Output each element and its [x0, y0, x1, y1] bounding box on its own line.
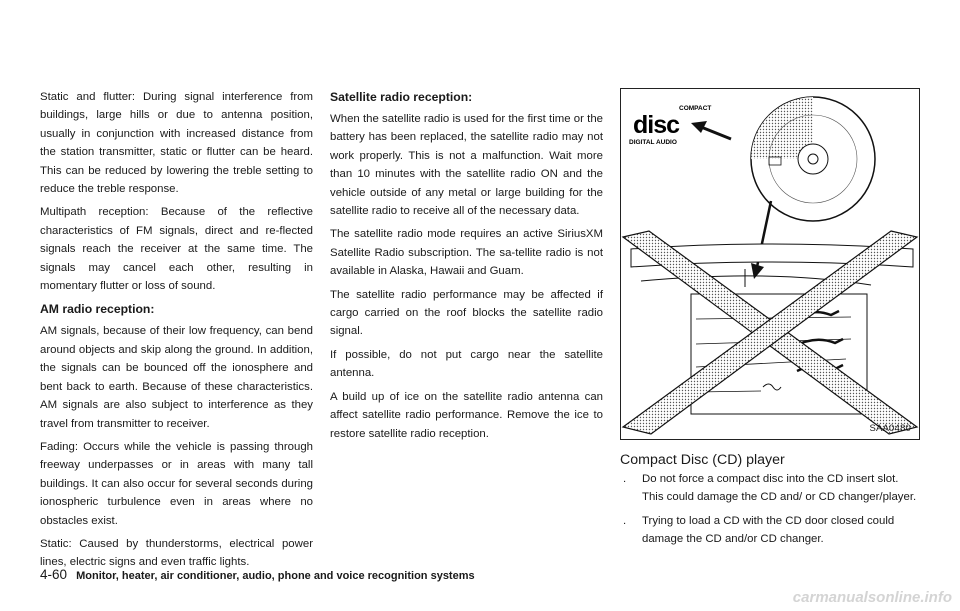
satellite-reception-heading: Satellite radio reception:: [330, 90, 473, 104]
list-item: . Do not force a compact disc into the CD insert slot. This could damage the CD and/ or CD changer/player.: [620, 470, 920, 507]
left-column: [40, 88, 313, 577]
satellite-ice-paragraph: A build up of ice on the satellite radio antenna can affect satellite radio performance. Remove the ice to restore satellite radio reception.: [330, 390, 603, 440]
list-item: . Trying to load a CD with the CD door closed could damage the CD and/or CD changer.: [620, 512, 920, 549]
bullet-glyph: .: [623, 514, 627, 527]
satellite-antenna-paragraph: If possible, do not put cargo near the satellite antenna.: [330, 348, 603, 380]
satellite-cargo-paragraph: The satellite radio performance may be affected if cargo carried on the roof blocks the satellite radio signal.: [330, 288, 603, 338]
satellite-subscription-paragraph: The satellite radio mode requires an active SiriusXM Satellite Radio subscription. The sa-tellite radio is not available in Alaska, Hawaii and Guam.: [330, 228, 603, 278]
cd-player-bullet-list: [620, 470, 920, 554]
section-title: Compact Disc (CD) player: [620, 452, 785, 468]
static-paragraph: Static: Caused by thunderstorms, electrical power lines, electric signs and even traffic lights.: [40, 537, 313, 569]
arrow-to-disc-icon: [691, 121, 731, 139]
svg-text:disc: disc: [633, 111, 680, 139]
page-footer: [40, 567, 475, 582]
multipath-paragraph: Multipath reception: Because of the reflective characteristics of FM signals, direct and re-flected signals reach the receiver at the same time. The signals may cancel each other, resulting in momentary flutter or loss of sound.: [40, 206, 313, 293]
bullet-glyph: .: [623, 473, 627, 485]
am-reception-heading: AM radio reception:: [40, 302, 155, 317]
footer-title: Monitor, heater, air conditioner, audio, phone and voice recognition systems: [76, 570, 475, 582]
cd-illustration: [620, 88, 920, 440]
svg-text:COMPACT: COMPACT: [679, 105, 712, 112]
watermark: carmanualsonline.info: [792, 589, 952, 606]
fading-paragraph: Fading: Occurs while the vehicle is passing through freeway underpasses or in areas with many tall buildings. It can also occur for several seconds during ionospheric turbulence even in areas where no obstacles exist.: [40, 440, 313, 527]
page-number: 4-60: [40, 567, 68, 582]
svg-text:DIGITAL AUDIO: DIGITAL AUDIO: [629, 139, 677, 146]
static-flutter-paragraph: Static and flutter: During signal interference from buildings, large hills or due to antenna position, usually in conjunction with increased distance from the station transmitter, static or flutter can be heard. This can be reduced by lowering the treble setting to reduce the treble response.: [40, 91, 313, 196]
arrow-down-icon: [751, 201, 771, 279]
cd-illustration-drawing: [621, 89, 919, 439]
am-signals-paragraph: AM signals, because of their low frequency, can bend around objects and skip along the ground. In addition, the signals can be bounced off the ionosphere and bent back to earth. Because of these characteristics. AM signals are also subject to interference as they travel from transmitter to receiver.: [40, 325, 313, 430]
satellite-first-use-paragraph: When the satellite radio is used for the first time or the battery has been replaced, the satellite radio may not work properly. This is not a malfunction. Wait more than 10 minutes with the satellite radio ON and the vehicle outside of any metal or large building for the satellite radio to receive all of the necessary data.: [330, 113, 603, 218]
middle-column: [330, 88, 603, 448]
figure-code: SAA0480: [869, 423, 911, 434]
